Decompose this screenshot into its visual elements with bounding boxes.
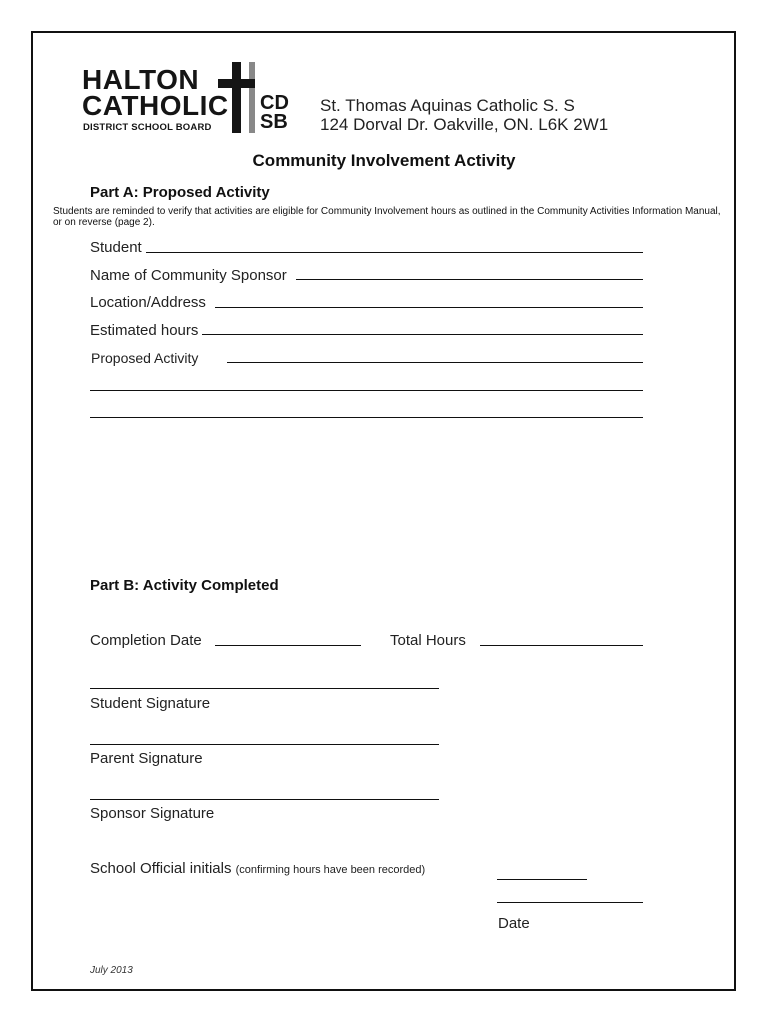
- proposed-activity-field[interactable]: [227, 362, 643, 363]
- date-field[interactable]: [497, 902, 643, 903]
- school-name: St. Thomas Aquinas Catholic S. S: [320, 96, 575, 115]
- sponsor-signature-label: Sponsor Signature: [90, 805, 215, 822]
- parent-signature-field[interactable]: [90, 744, 439, 745]
- form-border: [31, 31, 736, 991]
- estimated-hours-label: Estimated hours: [90, 322, 199, 339]
- logo-line-board: DISTRICT SCHOOL BOARD: [83, 122, 212, 133]
- logo-abbreviation: [260, 94, 289, 132]
- official-initials-note: (confirming hours have been recorded): [235, 864, 426, 876]
- student-field[interactable]: [146, 252, 643, 253]
- date-label: Date: [498, 915, 530, 932]
- location-field[interactable]: [215, 307, 643, 308]
- part-a-heading: Part A: Proposed Activity: [90, 184, 270, 201]
- sponsor-label: Name of Community Sponsor: [90, 267, 287, 284]
- total-hours-label: Total Hours: [390, 632, 466, 649]
- form-title: Community Involvement Activity: [252, 151, 516, 170]
- sponsor-signature-field[interactable]: [90, 799, 439, 800]
- official-initials-label: [90, 860, 425, 877]
- student-signature-label: Student Signature: [90, 695, 211, 712]
- parent-signature-label: Parent Signature: [90, 750, 203, 767]
- cross-icon: [232, 62, 241, 133]
- official-initials-text: School Official initials: [90, 860, 232, 877]
- revision-date: July 2013: [90, 965, 133, 976]
- estimated-hours-field[interactable]: [202, 334, 643, 335]
- logo-abbr-bottom: SB: [260, 111, 288, 133]
- logo-line-catholic: CATHOLIC: [82, 90, 229, 121]
- logo-line-halton: HALTON: [82, 64, 200, 95]
- cross-icon-bar: [218, 79, 255, 88]
- student-label: Student: [90, 239, 142, 256]
- proposed-activity-field-line-2[interactable]: [90, 390, 643, 391]
- completion-date-label: Completion Date: [90, 632, 202, 649]
- logo-abbr-top: CD: [260, 92, 289, 114]
- proposed-activity-field-line-3[interactable]: [90, 417, 643, 418]
- cross-shadow: [249, 62, 255, 133]
- sponsor-field[interactable]: [296, 279, 643, 280]
- official-initials-field[interactable]: [497, 879, 587, 880]
- part-b-heading: Part B: Activity Completed: [90, 577, 279, 594]
- school-info: [320, 96, 608, 134]
- part-a-note: Students are reminded to verify that activities are eligible for Community Involvement hours as outlined in the Community Activities Information Manual, or on reverse (page 2).: [53, 206, 721, 228]
- proposed-activity-label: Proposed Activity: [91, 350, 199, 366]
- location-label: Location/Address: [90, 294, 206, 311]
- student-signature-field[interactable]: [90, 688, 439, 689]
- completion-date-field[interactable]: [215, 645, 361, 646]
- total-hours-field[interactable]: [480, 645, 643, 646]
- school-address: 124 Dorval Dr. Oakville, ON. L6K 2W1: [320, 115, 609, 134]
